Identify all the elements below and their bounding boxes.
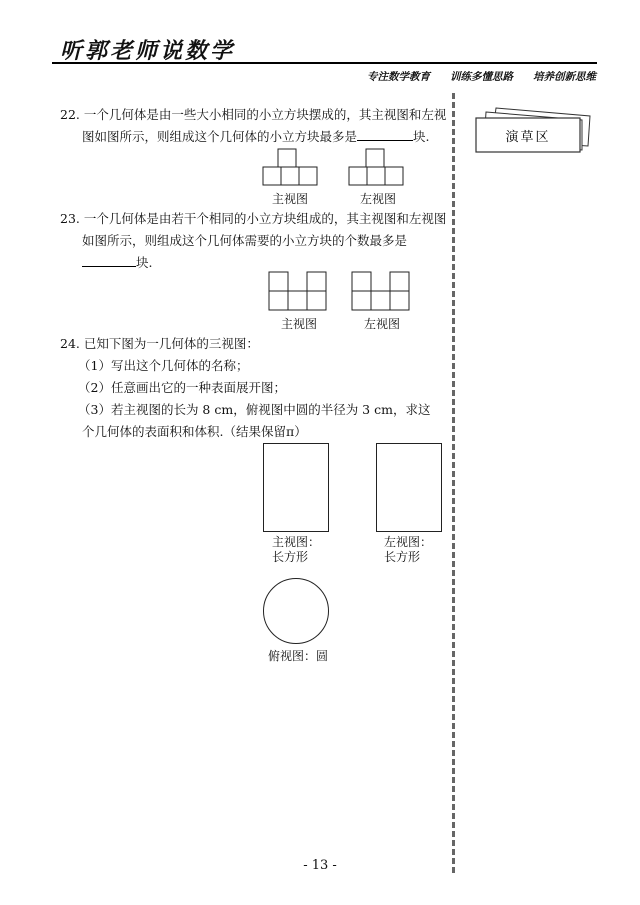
q24-top-view-circle [263,578,329,644]
draft-area-label: 演草区 [505,130,551,145]
question-24 [60,333,455,443]
q23-answer-blank[interactable] [82,252,136,267]
q22-front-view [262,148,322,190]
slogan-3: 培养创新思维 [533,71,596,83]
q24-top-label: 俯视图：圆 [268,649,329,663]
slogan-2: 训练多懂思路 [450,71,513,83]
q24-part3-a: （3）若主视图的长为 8 cm，俯视图中圆的半径为 3 cm，求这 [78,402,431,417]
page-number: - 13 - [303,858,337,873]
q23-front-view [268,271,330,315]
q23-left-view [351,271,413,315]
q23-front-label: 主视图 [281,317,318,331]
slogan-1: 专注数学教育 [367,71,430,83]
q22-front-label: 主视图 [272,192,309,206]
q22-left-view [348,148,408,190]
q24-left-label: 左视图： 长方形 [384,535,433,564]
q24-front-view-rect [263,443,329,532]
q22-line2: 图如图所示，则组成这个几何体的小立方块最多是 块. [60,126,455,148]
question-23 [60,208,455,274]
header-slogans [367,69,596,84]
q22-left-label: 左视图 [360,192,397,206]
q24-line1: 24. 已知下图为一几何体的三视图： [60,336,259,351]
header-rule [52,62,597,64]
q23-left-label: 左视图 [364,317,401,331]
draft-area-badge [470,106,610,160]
q22-line1: 22. 一个几何体是由一些大小相同的小立方块摆成的，其主视图和左视 [60,107,447,122]
q24-left-view-rect [376,443,442,532]
question-22 [60,104,455,148]
q23-line3: 块. [60,252,455,274]
q23-line1: 23. 一个几何体是由若干个相同的小立方块组成的，其主视图和左视图 [60,211,447,226]
q24-part3-b: 个几何体的表面积和体积.（结果保留π） [82,424,307,439]
q24-part1: （1）写出这个几何体的名称； [78,358,249,373]
q23-line2: 如图所示，则组成这个几何体需要的小立方块的个数最多是 [82,233,408,248]
q22-answer-blank[interactable] [357,126,413,141]
q24-front-label: 主视图： 长方形 [272,535,321,564]
brand-title: 听郭老师说数学 [60,39,236,64]
q24-part2: （2）任意画出它的一种表面展开图； [78,380,286,395]
